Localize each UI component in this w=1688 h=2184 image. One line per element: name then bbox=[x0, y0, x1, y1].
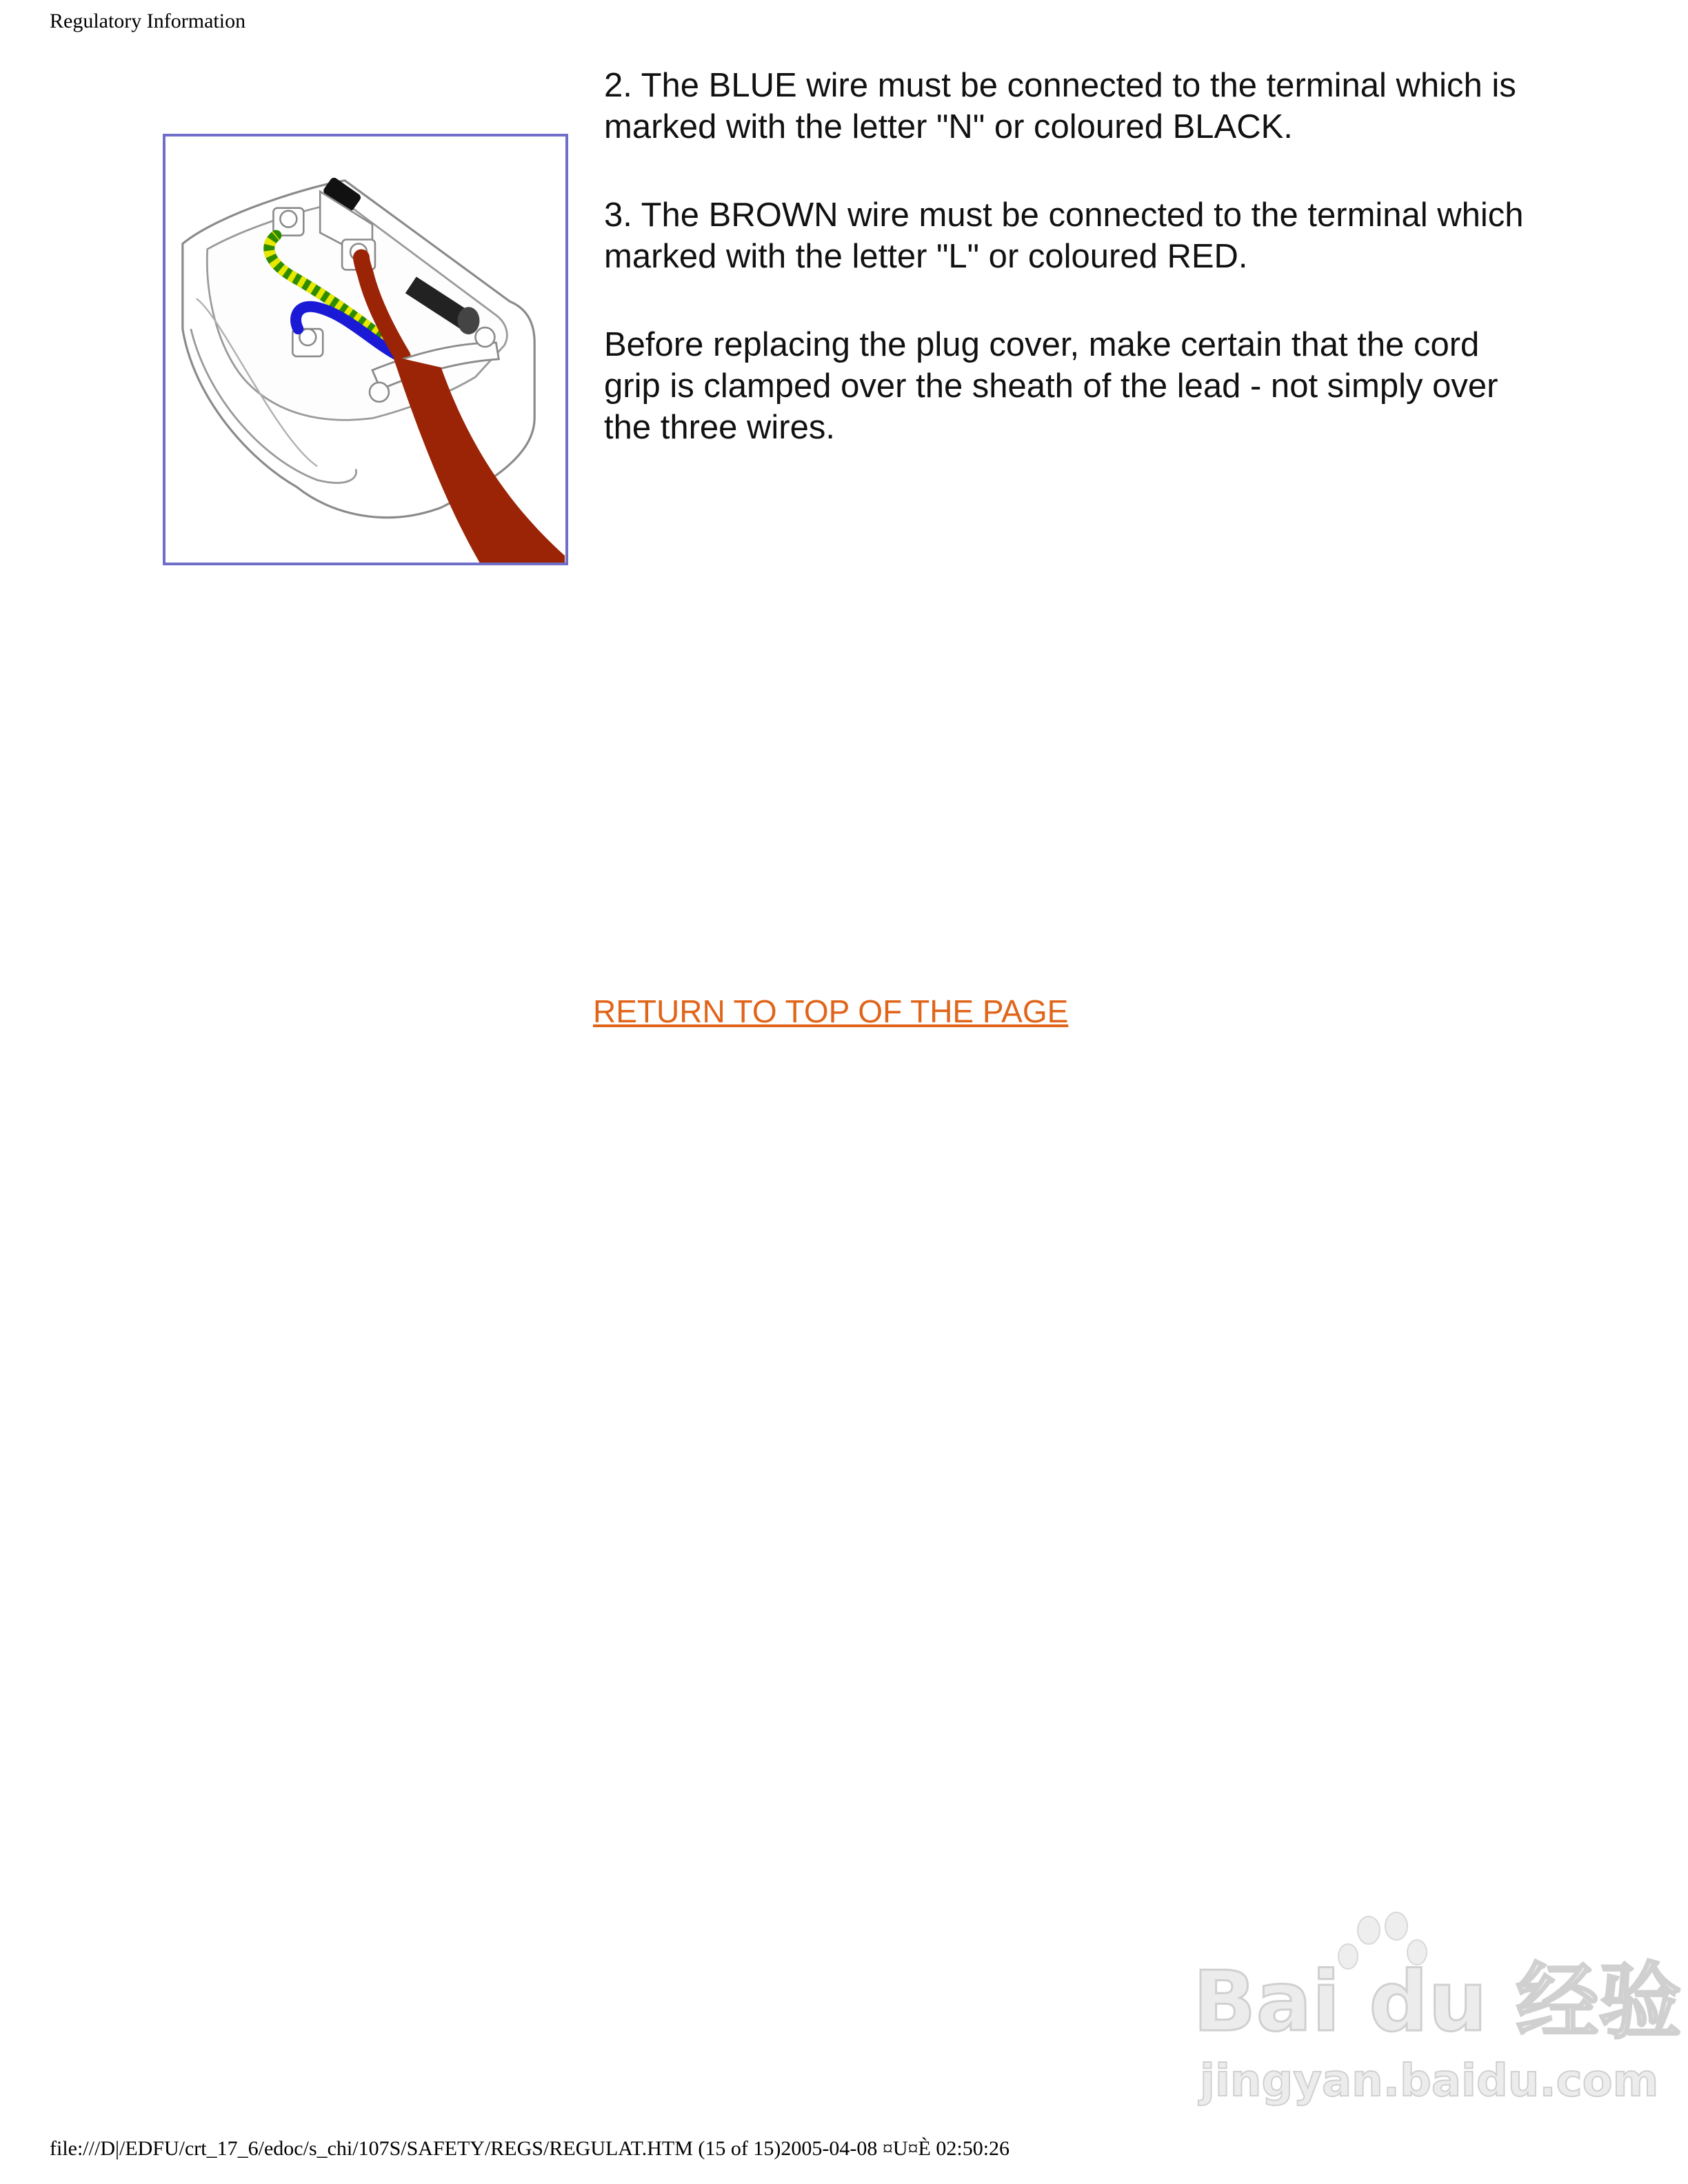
fuse-cap bbox=[458, 307, 480, 334]
cord-grip-note: Before replacing the plug cover, make certain that the cord grip is clamped over the sheath of the lead - not simply over the three wires. bbox=[604, 326, 1498, 446]
baidu-logo bbox=[1172, 1903, 1682, 2110]
screw-earth bbox=[280, 211, 297, 228]
page-header: Regulatory Information bbox=[50, 10, 246, 32]
baidu-watermark bbox=[1172, 1903, 1682, 2110]
baidu-logo-text: Bai du 经验 bbox=[1193, 1954, 1682, 2050]
step-3-text: 3. The BROWN wire must be connected to the terminal which marked with the letter "L" or coloured RED. bbox=[604, 196, 1524, 275]
return-to-top-link[interactable]: RETURN TO TOP OF THE PAGE bbox=[593, 993, 1069, 1029]
plug-wiring-illustration bbox=[163, 134, 568, 565]
baidu-url-text: jingyan.baidu.com bbox=[1200, 2056, 1659, 2107]
wiring-instructions bbox=[604, 65, 1528, 495]
step-2-text: 2. The BLUE wire must be connected to the terminal which is marked with the letter "N" or coloured BLACK. bbox=[604, 67, 1516, 145]
page-footer: file:///D|/EDFU/crt_17_6/edoc/s_chi/107S/SAFETY/REGS/REGULAT.HTM (15 of 15)2005-04-08 ¤U¤È 02:50:26 bbox=[50, 2137, 1010, 2160]
plug-diagram bbox=[165, 136, 565, 563]
grip-screw-right bbox=[475, 327, 494, 347]
grip-screw-left bbox=[370, 383, 389, 402]
